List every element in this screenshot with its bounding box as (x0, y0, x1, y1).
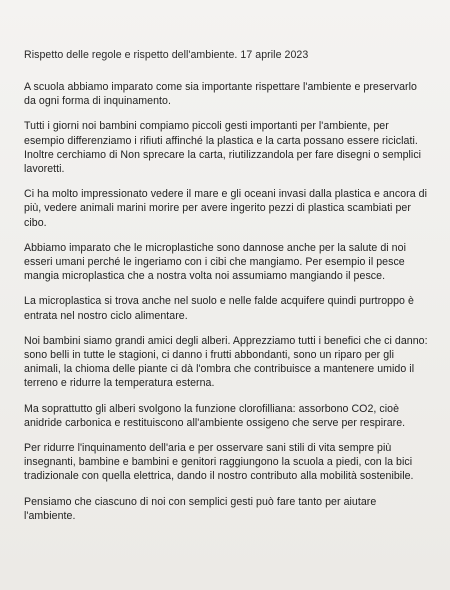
paragraph-2: Tutti i giorni noi bambini compiamo piccoli gesti importanti per l'ambiente, per esempio differenziamo i rifiuti affinché la plastica e la carta possano essere riciclati. Inoltre cerchiamo di Non sprecare la carta, riutilizzandola per fare disegni o semplici lavoretti. (24, 120, 422, 176)
paragraph-6: Noi bambini siamo grandi amici degli alberi. Apprezziamo tutti i benefici che ci danno: sono belli in tutte le stagioni, ci danno i frutti abbondanti, sono un riparo per gli animali, la chioma delle piante ci dà l'ombra che contribuisce a mantenere umido il terreno e ridurre la temperatura esterna. (24, 334, 428, 390)
paragraph-8: Per ridurre l'inquinamento dell'aria e per osservare sani stili di vita sempre più insegnanti, bambine e bambini e genitori raggiungono la scuola a piedi, con la bici tradizionale con quella elettrica, dando il nostro contributo alla mobilità sostenibile. (24, 442, 414, 483)
paragraph-3: Ci ha molto impressionato vedere il mare e gli oceani invasi dalla plastica e ancora di più, vedere animali marini morire per avere ingerito pezzi di plastica scambiati per cibo. (24, 188, 427, 229)
paragraph-4: Abbiamo imparato che le microplastiche sono dannose anche per la salute di noi esseri umani perché le ingeriamo con i cibi che mangiamo. Per esempio il pesce mangia microplastica che a nostra volta noi assumiamo mangiando il pesce. (24, 241, 406, 283)
paragraph-1: A scuola abbiamo imparato come sia importante rispettare l'ambiente e preservarlo da ogni forma di inquinamento. (24, 81, 417, 108)
paragraph-9: Pensiamo che ciascuno di noi con semplici gesti può fare tanto per aiutare l'ambiente. (24, 495, 377, 522)
paragraph-7: Ma soprattutto gli alberi svolgono la funzione clorofilliana: assorbono CO2, cioè anidride carbonica e restituiscono all'ambiente ossigeno che serve per respirare. (24, 402, 406, 429)
document-title: Rispetto delle regole e rispetto dell'ambiente. 17 aprile 2023 (24, 49, 309, 61)
paragraph-5: La microplastica si trova anche nel suolo e nelle falde acquifere quindi purtroppo è entrata nel nostro ciclo alimentare. (24, 295, 414, 322)
